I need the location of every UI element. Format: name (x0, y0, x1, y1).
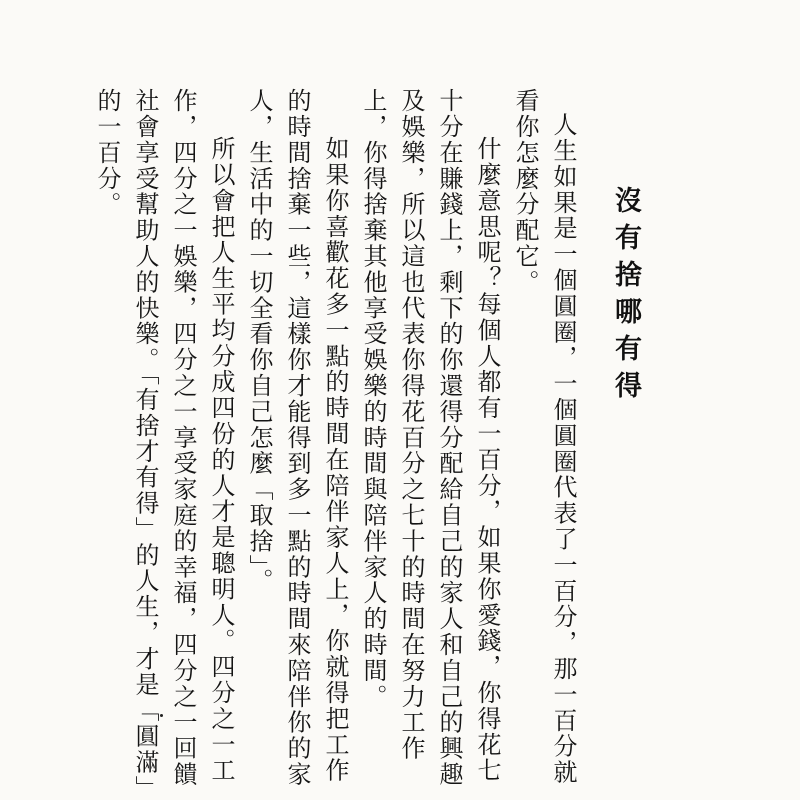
paragraph-2: 什麼意思呢？每個人都有一百分，如果你愛錢，你得花七十分在賺錢上，剩下的你還得分配給自己的家人和自己的興趣及娛樂，所以這也代表你得花百分之七十的時間在努力工作上，你得捨棄其他享受娛樂的時間與陪伴家人的時間。 (359, 88, 501, 788)
print-speck (160, 714, 163, 717)
paragraph-3: 如果你喜歡花多一點的時間在陪伴家人上，你就得把工作的時間捨棄一些，這樣你才能得到多一點的時間來陪伴你的家人，生活中的一切全看你自己怎麼「取捨」。 (245, 88, 349, 788)
chapter-title: 沒有捨哪有得 (610, 186, 641, 408)
body-text (88, 88, 582, 793)
bleed-through-text: ⠀ (639, 20, 664, 46)
paragraph-4: 所以會把人生平均分成四份的人才是聰明人。四分之一工作，四分之一娛樂，四分之一享受家庭的幸福，四分之一回饋社會享受幫助人的快樂。「有捨才有得」的人生，才是「圓滿」的一百分。 (93, 88, 235, 790)
paragraph-1: 人生如果是一個圓圈，一個圓圈代表了一百分，那一百分就看你怎麼分配它。 (511, 88, 577, 786)
